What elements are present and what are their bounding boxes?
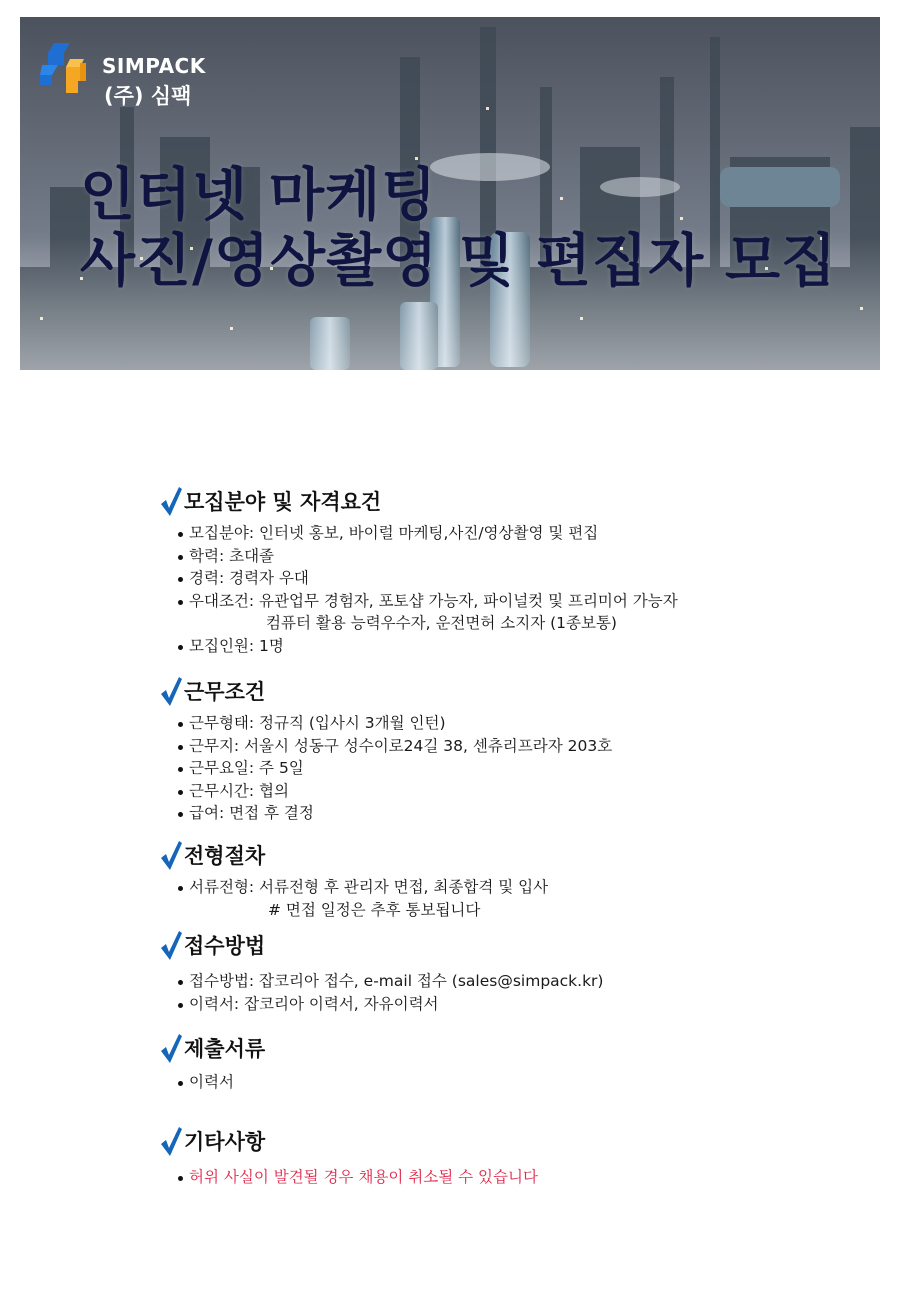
section-title: 근무조건 xyxy=(184,680,266,704)
check-icon xyxy=(160,840,182,870)
section-title: 접수방법 xyxy=(184,934,266,958)
check-icon xyxy=(160,676,182,706)
page-title xyxy=(80,162,837,294)
logo-korean-name: (주) 심팩 xyxy=(104,84,192,108)
check-icon xyxy=(160,486,182,516)
list-item: 근무지: 서울시 성동구 성수이로24길 38, 센츄리프라자 203호 xyxy=(178,735,612,758)
logo-english-name: SIMPACK xyxy=(102,54,206,78)
check-icon xyxy=(160,1126,182,1156)
list-item: 근무요일: 주 5일 xyxy=(178,757,612,780)
list-item: 이력서: 잡코리아 이력서, 자유이력서 xyxy=(178,993,603,1016)
list-item: 근무형태: 정규직 (입사시 3개월 인턴) xyxy=(178,712,612,735)
list-item: 학력: 초대졸 xyxy=(178,545,678,568)
section-title: 전형절차 xyxy=(184,844,266,868)
simpack-logo-icon xyxy=(40,39,98,97)
company-logo xyxy=(40,39,206,110)
check-icon xyxy=(160,930,182,960)
list-item: 근무시간: 협의 xyxy=(178,780,612,803)
notice-item: 허위 사실이 발견될 경우 채용이 취소될 수 있습니다 xyxy=(178,1166,538,1189)
list-item: 모집인원: 1명 xyxy=(178,635,678,658)
section-required-documents xyxy=(160,1031,265,1094)
headline-line-1: 인터넷 마케팅 xyxy=(80,162,438,228)
headline-line-2: 사진/영상촬영 및 편집자 모집 xyxy=(80,228,838,294)
list-item: 급여: 면접 후 결정 xyxy=(178,802,612,825)
list-item: 모집분야: 인터넷 홍보, 바이럴 마케팅,사진/영상촬영 및 편집 xyxy=(178,522,678,545)
section-title: 기타사항 xyxy=(184,1130,266,1154)
section-other-notes xyxy=(160,1124,538,1189)
list-item: 경력: 경력자 우대 xyxy=(178,567,678,590)
check-icon xyxy=(160,1033,182,1063)
list-item: 접수방법: 잡코리아 접수, e-mail 접수 (sales@simpack.kr) xyxy=(178,970,603,993)
list-item-continuation: # 면접 일정은 추후 통보됩니다 xyxy=(268,900,481,919)
list-item: 우대조건: 유관업무 경험자, 포토샵 가능자, 파이널컷 및 프리미어 가능자 xyxy=(178,590,678,613)
list-item: 서류전형: 서류전형 후 관리자 면접, 최종합격 및 입사 xyxy=(178,876,548,899)
list-item: 이력서 xyxy=(178,1071,265,1094)
section-requirements xyxy=(160,484,678,657)
header-banner xyxy=(20,17,880,370)
section-application-method xyxy=(160,928,603,1015)
section-selection-process xyxy=(160,838,548,921)
section-title: 모집분야 및 자격요건 xyxy=(184,490,382,514)
section-work-conditions xyxy=(160,674,612,825)
section-title: 제출서류 xyxy=(184,1037,266,1061)
list-item-continuation: 컴퓨터 활용 능력우수자, 운전면허 소지자 (1종보통) xyxy=(266,614,617,632)
